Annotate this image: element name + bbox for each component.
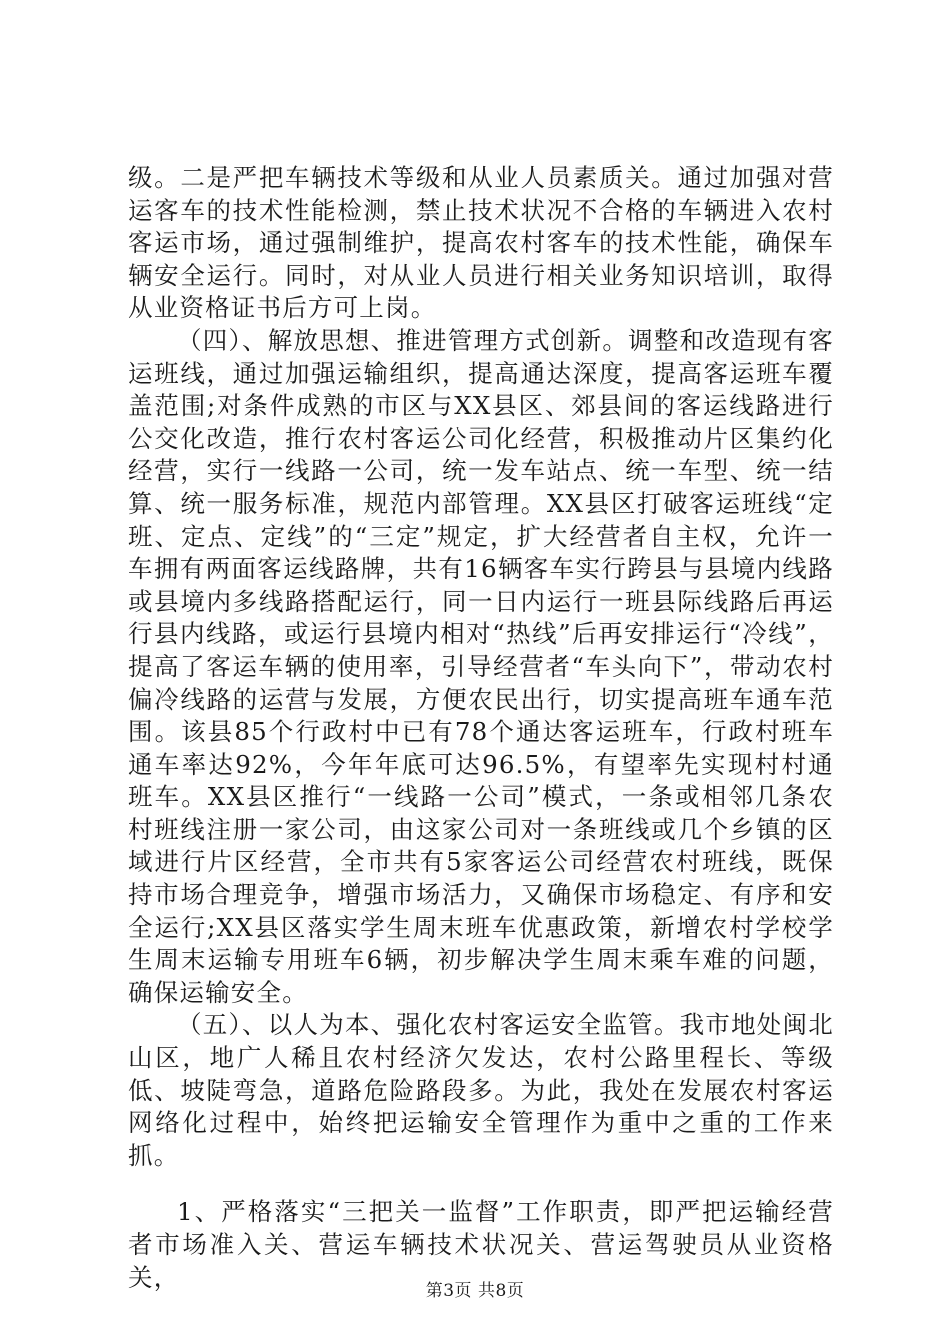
page-number-footer: 第3页 共8页 [425, 1281, 525, 1301]
paragraph-item-one: 1、严格落实“三把关一监督”工作职责，即严把运输经营者市场准入关、营运车辆技术状况关、营运驾驶员从业资格关， [128, 1197, 834, 1292]
paragraph-section-five: （五）、以人为本、强化农村客运安全监管。我市地处闽北山区，地广人稀且农村经济欠发达，农村公路里程长、等级低、坡陡弯急，道路危险路段多。为此，我处在发展农村客运网络化过程中，始终把运输安全管理作为重中之重的工作来抓。 [128, 1010, 834, 1170]
paragraph-continuation: 级。二是严把车辆技术等级和从业人员素质关。通过加强对营运客车的技术性能检测，禁止技术状况不合格的车辆进入农村客运市场，通过强制维护，提高农村客车的技术性能，确保车辆安全运行。同时，对从业人员进行相关业务知识培训，取得从业资格证书后方可上岗。 [128, 163, 834, 323]
paragraph-section-four: （四）、解放思想、推进管理方式创新。调整和改造现有客运班线，通过加强运输组织，提高通达深度，提高客运班车覆盖范围;对条件成熟的市区与XX县区、郊县间的客运线路进行公交化改造，推行农村客运公司化经营，积极推动片区集约化经营，实行一线路一公司，统一发车站点、统一车型、统一结算、统一服务标准，规范内部管理。XX县区打破客运班线“定班、定点、定线”的“三定”规定，扩大经营者自主权，允许一车拥有两面客运线路牌，共有16辆客车实行跨县与县境内线路或县境内多线路搭配运行，同一日内运行一班县际线路后再运行县内线路，或运行县境内相对“热线”后再安排运行“冷线”，提高了客运车辆的使用率，引导经营者“车头向下”，带动农村偏冷线路的运营与发展，方便农民出行，切实提高班车通车范围。该县85个行政村中已有78个通达客运班车，行政村班车通车率达92%，今年年底可达96.5%，有望率先实现村村通班车。XX县区推行“一线路一公司”模式，一条或相邻几条农村班线注册一家公司，由这家公司对一条班线或几个乡镇的区域进行片区经营，全市共有5家客运公司经营农村班线，既保持市场合理竞争，增强市场活力，又确保市场稳定、有序和安全运行;XX县区落实学生周末班车优惠政策，新增农村学校学生周末运输专用班车6辆，初步解决学生周末乘车难的问题，确保运输安全。 [128, 325, 834, 1007]
document-body [128, 162, 834, 1294]
